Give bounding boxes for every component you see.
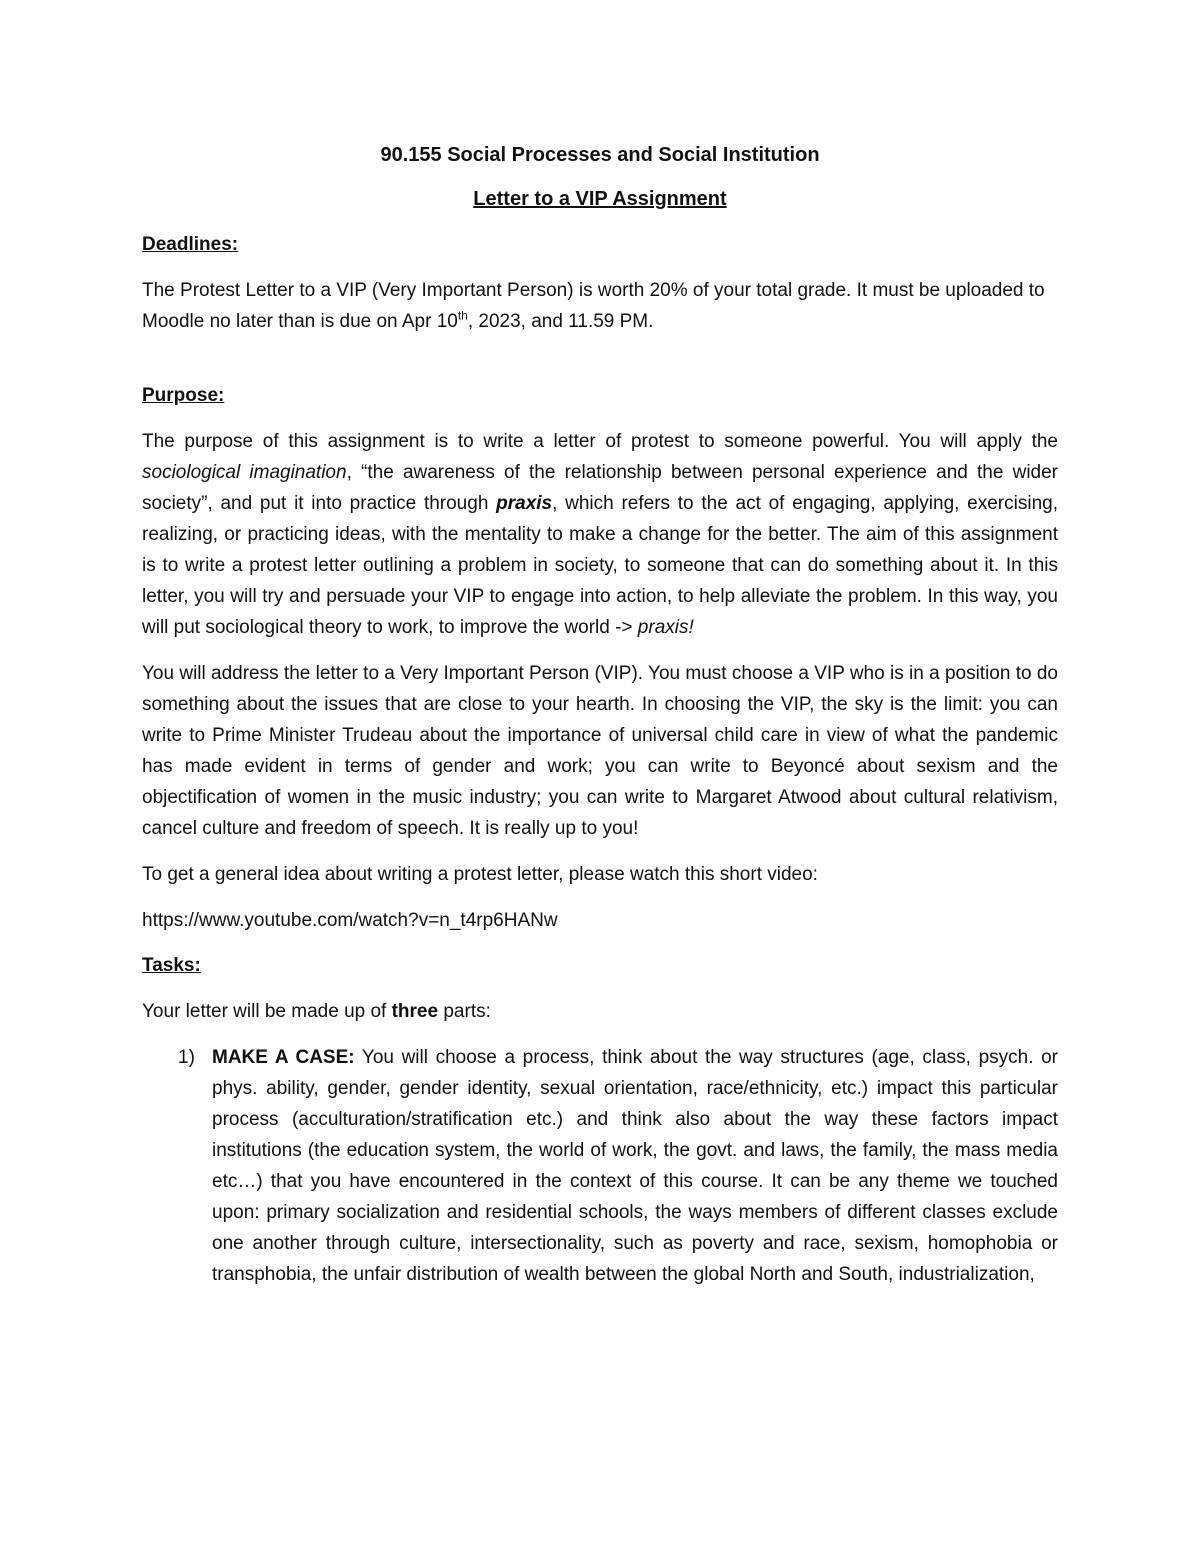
list-item-number: 1) <box>178 1047 195 1068</box>
purpose-heading: Purpose: <box>142 385 225 406</box>
sociological-imagination-term: sociological imagination <box>142 462 347 483</box>
deadlines-text: The Protest Letter to a VIP (Very Important Person) is worth 20% of your total grade. It must be uploaded to Moodle no later than is due on Apr 10 <box>142 280 1045 332</box>
tasks-intro <box>142 996 1058 1027</box>
purpose-text: , “the awareness of the relationship between personal experience and the wider society”, and put it into practice through <box>142 462 1058 514</box>
list-item-label: MAKE A CASE: <box>212 1047 355 1068</box>
deadlines-superscript: th <box>457 308 468 323</box>
praxis-end-term: praxis! <box>637 617 694 638</box>
list-item-text: You will choose a process, think about the way structures (age, class, psych. or phys. ability, gender, gender identity, sexual orientation, race/ethnicity, etc.) impact this particular process (acculturation/stratification etc.) and think also about the way these factors impact institutions (the education system, the world of work, the govt. and laws, the family, the mass media etc…) that you have encountered in the context of this course. It can be any theme we touched upon: primary socialization and residential schools, the ways members of different classes exclude one another through culture, intersectionality, such as poverty and race, sexism, homophobia or transphobia, the unfair distribution of wealth between the global North and South, industrialization, <box>212 1047 1058 1285</box>
tasks-heading: Tasks: <box>142 955 201 976</box>
purpose-paragraph-2: You will address the letter to a Very Important Person (VIP). You must choose a VIP who is in a position to do something about the issues that are close to your hearth. In choosing the VIP, the sky is the limit: you can write to Prime Minister Trudeau about the importance of universal child care in view of what the pandemic has made evident in terms of gender and work; you can write to Beyoncé about sexism and the objectification of women in the music industry; you can write to Margaret Atwood about cultural relativism, cancel culture and freedom of speech. It is really up to you! <box>142 663 1058 839</box>
purpose-text: The purpose of this assignment is to write a letter of protest to someone powerful. You will apply the <box>142 431 1058 452</box>
document-subtitle: Letter to a VIP Assignment <box>473 188 727 210</box>
tasks-list <box>142 1042 1058 1290</box>
deadlines-paragraph <box>142 275 1058 337</box>
tasks-intro-text-end: parts: <box>438 1001 491 1022</box>
list-item <box>142 1042 1058 1290</box>
video-link[interactable]: https://www.youtube.com/watch?v=n_t4rp6HANw <box>142 910 558 931</box>
purpose-text: , which refers to the act of engaging, applying, exercising, realizing, or practicing ideas, with the mentality to make a change for the better. The aim of this assignment is to write a protest letter outlining a problem in society, to someone that can do something about it. In this letter, you will try and persuade your VIP to engage into action, to help alleviate the problem. In this way, you will put sociological theory to work, to improve the world -> <box>142 493 1058 638</box>
deadlines-heading: Deadlines: <box>142 234 239 255</box>
purpose-paragraph-3: To get a general idea about writing a protest letter, please watch this short video: <box>142 864 818 885</box>
praxis-term: praxis <box>496 493 553 514</box>
tasks-intro-text: Your letter will be made up of <box>142 1001 392 1022</box>
deadlines-text-end: , 2023, and 11.59 PM. <box>467 311 654 332</box>
document-title: 90.155 Social Processes and Social Institution <box>380 144 820 166</box>
tasks-intro-bold: three <box>391 1001 439 1022</box>
purpose-paragraph-1 <box>142 426 1058 643</box>
